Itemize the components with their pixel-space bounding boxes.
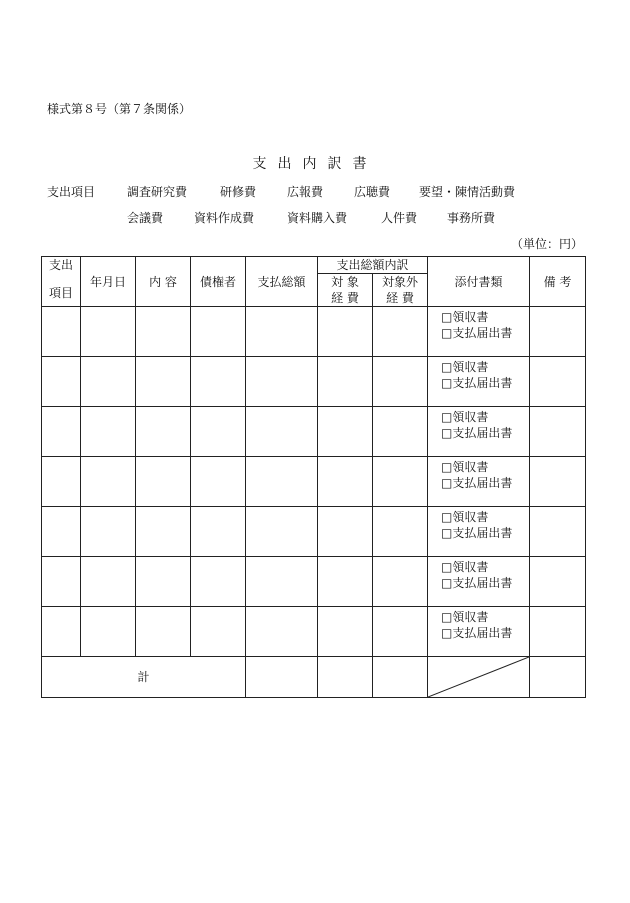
category-item: 人件費 — [381, 211, 418, 225]
header-nontarget-expense — [373, 274, 428, 307]
total-nontarget[interactable] — [373, 657, 428, 698]
cell-attachments — [428, 407, 530, 457]
cell-date[interactable] — [81, 607, 136, 657]
checkbox-payment-notice[interactable]: □支払届出書 — [441, 426, 513, 440]
header-target-line2: 経 費 — [331, 291, 359, 305]
cell-remarks[interactable] — [530, 607, 586, 657]
cell-creditor[interactable] — [191, 557, 246, 607]
cell-item[interactable] — [42, 557, 81, 607]
cell-nontarget[interactable] — [373, 507, 428, 557]
page-title: 支出内訳書 — [252, 156, 378, 172]
checkbox-receipt[interactable]: □領収書 — [441, 610, 489, 624]
category-item: 調査研究費 — [127, 185, 188, 199]
cell-creditor[interactable] — [191, 507, 246, 557]
cell-date[interactable] — [81, 357, 136, 407]
cell-content[interactable] — [136, 607, 191, 657]
checkbox-payment-notice[interactable]: □支払届出書 — [441, 376, 513, 390]
checkbox-payment-notice[interactable]: □支払届出書 — [441, 626, 513, 640]
cell-creditor[interactable] — [191, 607, 246, 657]
category-item: 広聴費 — [354, 185, 391, 199]
cell-total[interactable] — [246, 507, 318, 557]
category-item: 広報費 — [287, 185, 324, 199]
cell-target[interactable] — [318, 607, 373, 657]
cell-total[interactable] — [246, 457, 318, 507]
header-item-bottom: 項目 — [48, 286, 73, 300]
total-remarks[interactable] — [530, 657, 586, 698]
header-date: 年月日 — [81, 257, 136, 307]
diagonal-line — [428, 657, 529, 697]
total-amount[interactable] — [246, 657, 318, 698]
form-number: 様式第８号（第７条関係） — [47, 102, 192, 116]
cell-nontarget[interactable] — [373, 407, 428, 457]
total-row — [42, 657, 586, 698]
cell-item[interactable] — [42, 457, 81, 507]
header-nontarget-line1: 対象外 — [382, 275, 419, 289]
table-row — [42, 557, 586, 607]
table-row — [42, 507, 586, 557]
category-item: 研修費 — [220, 185, 257, 199]
cell-target[interactable] — [318, 457, 373, 507]
cell-target[interactable] — [318, 507, 373, 557]
checkbox-receipt[interactable]: □領収書 — [441, 460, 489, 474]
cell-date[interactable] — [81, 557, 136, 607]
header-attachments: 添付書類 — [428, 257, 530, 307]
cell-target[interactable] — [318, 307, 373, 357]
checkbox-receipt[interactable]: □領収書 — [441, 310, 489, 324]
category-item: 事務所費 — [447, 211, 496, 225]
checkbox-payment-notice[interactable]: □支払届出書 — [441, 476, 513, 490]
cell-nontarget[interactable] — [373, 357, 428, 407]
header-row — [42, 257, 586, 274]
cell-item[interactable] — [42, 407, 81, 457]
header-content: 内 容 — [136, 257, 191, 307]
cell-date[interactable] — [81, 507, 136, 557]
cell-date[interactable] — [81, 457, 136, 507]
cell-target[interactable] — [318, 407, 373, 457]
cell-date[interactable] — [81, 307, 136, 357]
categories-label: 支出項目 — [47, 185, 96, 199]
cell-attachments — [428, 607, 530, 657]
header-item-top: 支出 — [48, 258, 73, 272]
header-remarks: 備 考 — [530, 257, 586, 307]
cell-content[interactable] — [136, 407, 191, 457]
cell-creditor[interactable] — [191, 457, 246, 507]
header-creditor: 債権者 — [191, 257, 246, 307]
cell-total[interactable] — [246, 357, 318, 407]
cell-nontarget[interactable] — [373, 557, 428, 607]
header-target-line1: 対 象 — [331, 275, 359, 289]
checkbox-receipt[interactable]: □領収書 — [441, 360, 489, 374]
cell-remarks[interactable] — [530, 557, 586, 607]
cell-content[interactable] — [136, 557, 191, 607]
cell-content[interactable] — [136, 307, 191, 357]
expense-table — [41, 256, 586, 698]
cell-remarks[interactable] — [530, 407, 586, 457]
table-row — [42, 607, 586, 657]
cell-content[interactable] — [136, 357, 191, 407]
unit-label: （単位：円） — [511, 237, 584, 251]
cell-remarks[interactable] — [530, 507, 586, 557]
cell-item[interactable] — [42, 357, 81, 407]
cell-attachments — [428, 507, 530, 557]
cell-nontarget[interactable] — [373, 307, 428, 357]
cell-remarks[interactable] — [530, 307, 586, 357]
cell-target[interactable] — [318, 557, 373, 607]
cell-nontarget[interactable] — [373, 607, 428, 657]
cell-creditor[interactable] — [191, 407, 246, 457]
category-item: 資料作成費 — [194, 211, 255, 225]
table-row — [42, 357, 586, 407]
cell-total[interactable] — [246, 607, 318, 657]
total-label: 計 — [42, 657, 246, 698]
header-nontarget-line2: 経 費 — [386, 291, 414, 305]
cell-attachments — [428, 557, 530, 607]
checkbox-payment-notice[interactable]: □支払届出書 — [441, 576, 513, 590]
cell-item[interactable] — [42, 307, 81, 357]
cell-attachments — [428, 457, 530, 507]
category-item: 資料購入費 — [287, 211, 348, 225]
cell-item[interactable] — [42, 507, 81, 557]
cell-attachments — [428, 307, 530, 357]
cell-total[interactable] — [246, 557, 318, 607]
checkbox-payment-notice[interactable]: □支払届出書 — [441, 326, 513, 340]
cell-attachments — [428, 357, 530, 407]
table-row — [42, 457, 586, 507]
header-total: 支払総額 — [246, 257, 318, 307]
table-row — [42, 407, 586, 457]
cell-nontarget[interactable] — [373, 457, 428, 507]
cell-target[interactable] — [318, 357, 373, 407]
checkbox-receipt[interactable]: □領収書 — [441, 410, 489, 424]
checkbox-receipt[interactable]: □領収書 — [441, 510, 489, 524]
cell-creditor[interactable] — [191, 357, 246, 407]
cell-remarks[interactable] — [530, 357, 586, 407]
cell-date[interactable] — [81, 407, 136, 457]
diagonal-cell — [428, 657, 530, 698]
header-target-expense — [318, 274, 373, 307]
cell-creditor[interactable] — [191, 307, 246, 357]
cell-content[interactable] — [136, 507, 191, 557]
cell-total[interactable] — [246, 307, 318, 357]
category-item: 要望・陳情活動費 — [419, 185, 516, 199]
checkbox-receipt[interactable]: □領収書 — [441, 560, 489, 574]
checkbox-payment-notice[interactable]: □支払届出書 — [441, 526, 513, 540]
header-item — [42, 257, 81, 307]
category-item: 会議費 — [127, 211, 164, 225]
total-target[interactable] — [318, 657, 373, 698]
header-breakdown: 支出総額内訳 — [318, 257, 428, 274]
cell-remarks[interactable] — [530, 457, 586, 507]
cell-total[interactable] — [246, 407, 318, 457]
cell-content[interactable] — [136, 457, 191, 507]
table-row — [42, 307, 586, 357]
cell-item[interactable] — [42, 607, 81, 657]
